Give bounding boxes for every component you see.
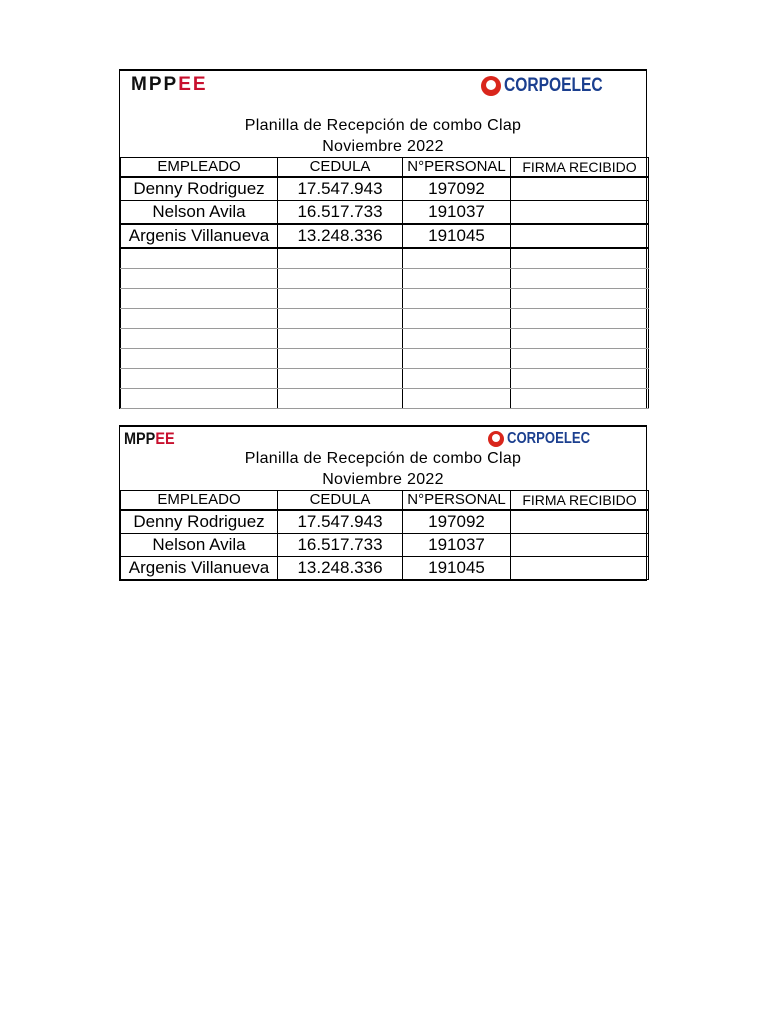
cell-empleado: Argenis Villanueva xyxy=(121,224,278,248)
table-header-row xyxy=(121,491,649,511)
table-row xyxy=(121,201,649,225)
header-empleado: EMPLEADO xyxy=(121,158,278,178)
table-header-row xyxy=(121,158,649,178)
corpoelec-swirl-inner xyxy=(492,434,500,442)
cell-personal: 197092 xyxy=(403,510,511,534)
corpoelec-logo: CORPOELEC xyxy=(481,75,624,97)
reception-form-2 xyxy=(119,425,647,581)
cell-cedula: 17.547.943 xyxy=(278,177,403,201)
cell-personal: 191045 xyxy=(403,557,511,580)
empty-row xyxy=(121,329,649,349)
cell-cedula: 17.547.943 xyxy=(278,510,403,534)
logo-header xyxy=(120,71,646,115)
form-title: Planilla de Recepción de combo Clap xyxy=(244,450,522,467)
cell-personal: 191037 xyxy=(403,534,511,557)
cell-personal: 191045 xyxy=(403,224,511,248)
cell-firma xyxy=(511,177,649,201)
header-personal: N°PERSONAL xyxy=(403,491,511,511)
employee-table xyxy=(120,490,649,580)
form-period: Noviembre 2022 xyxy=(322,138,444,155)
empty-row xyxy=(121,349,649,369)
cell-cedula: 13.248.336 xyxy=(278,557,403,580)
cell-cedula: 13.248.336 xyxy=(278,224,403,248)
table-row xyxy=(121,177,649,201)
corpoelec-swirl-icon xyxy=(488,431,504,447)
cell-firma xyxy=(511,224,649,248)
corpoelec-logo: CORPOELEC xyxy=(488,430,608,448)
cell-firma xyxy=(511,201,649,225)
cell-empleado: Denny Rodriguez xyxy=(121,177,278,201)
empty-row xyxy=(121,369,649,389)
cell-cedula: 16.517.733 xyxy=(278,201,403,225)
cell-empleado: Nelson Avila xyxy=(121,201,278,225)
empty-row xyxy=(121,289,649,309)
cell-firma xyxy=(511,534,649,557)
employee-table xyxy=(120,157,649,409)
form-period: Noviembre 2022 xyxy=(322,471,444,488)
empty-row xyxy=(121,309,649,329)
cell-empleado: Argenis Villanueva xyxy=(121,557,278,580)
header-empleado: EMPLEADO xyxy=(121,491,278,511)
corpoelec-swirl-inner xyxy=(486,80,496,90)
cell-firma xyxy=(511,557,649,580)
cell-personal: 191037 xyxy=(403,201,511,225)
form-title: Planilla de Recepción de combo Clap xyxy=(244,117,522,134)
cell-empleado: Nelson Avila xyxy=(121,534,278,557)
corpoelec-swirl-icon xyxy=(481,76,501,96)
cell-empleado: Denny Rodriguez xyxy=(121,510,278,534)
empty-row xyxy=(121,389,649,409)
logo-header xyxy=(120,427,646,448)
header-firma: FIRMA RECIBIDO xyxy=(511,491,649,511)
cell-firma xyxy=(511,510,649,534)
table-row xyxy=(121,557,649,580)
header-firma: FIRMA RECIBIDO xyxy=(511,158,649,178)
table-row xyxy=(121,510,649,534)
empty-row xyxy=(121,248,649,269)
table-row xyxy=(121,224,649,248)
mppee-logo: MPPEE xyxy=(124,429,175,448)
empty-row xyxy=(121,269,649,289)
cell-cedula: 16.517.733 xyxy=(278,534,403,557)
reception-form-1 xyxy=(119,69,647,409)
header-cedula: CEDULA xyxy=(278,491,403,511)
mppee-logo: MPPEE xyxy=(131,74,208,95)
table-row xyxy=(121,534,649,557)
header-personal: N°PERSONAL xyxy=(403,158,511,178)
header-cedula: CEDULA xyxy=(278,158,403,178)
cell-personal: 197092 xyxy=(403,177,511,201)
